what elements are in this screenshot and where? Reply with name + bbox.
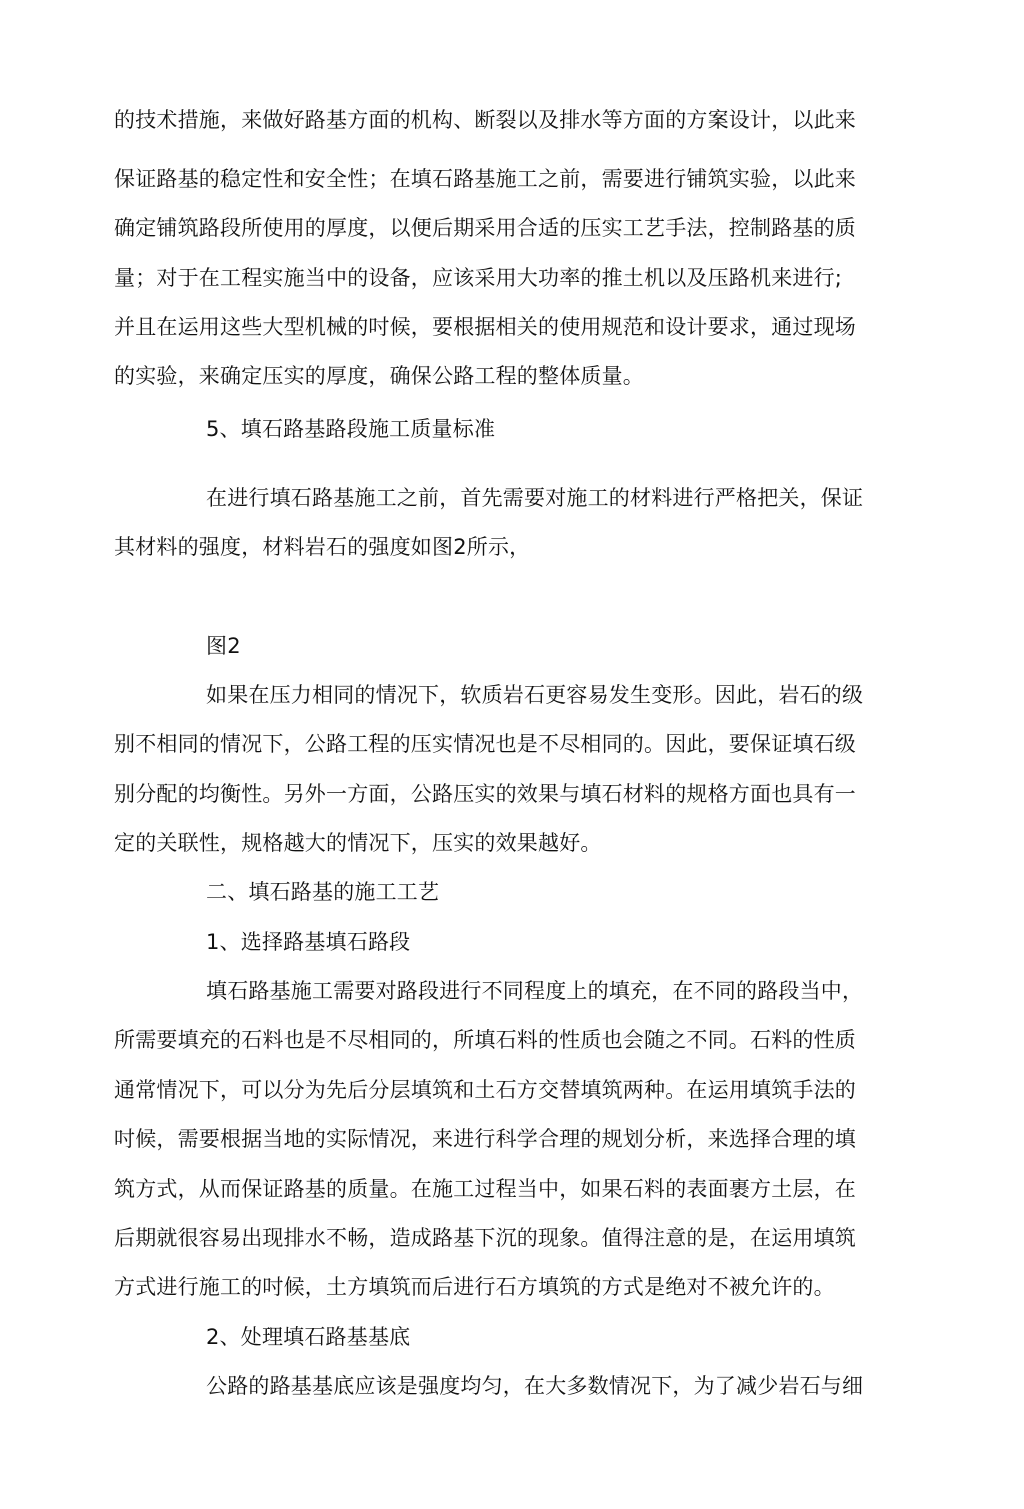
paragraph-line: 定的关联性，规格越大的情况下，压实的效果越好。 — [114, 831, 602, 855]
paragraph-line: 吋候，需要根据当地的实际情况，来进行科学合理的规划分析，来选择合理的填 — [114, 1127, 856, 1151]
paragraph-line: 别分配的均衡性。另外一方面，公路压实的效果与填石材料的规格方面也具有一 — [114, 782, 856, 806]
figure-label: 图2 — [206, 634, 241, 658]
paragraph-line: 筑方式，从而保证路基的质量。在施工过程当中，如果石料的表面裹方土层，在 — [114, 1177, 856, 1201]
paragraph-line: 其材料的强度，材料岩石的强度如图2所示， — [114, 535, 531, 559]
section-heading: 2、处理填石路基基底 — [206, 1325, 411, 1349]
paragraph-line: 方式进行施工的吋候，土方填筑而后进行石方填筑的方式是绝对不被允许的。 — [114, 1275, 835, 1299]
paragraph-line: 后期就很容易出现排水不畅，造成路基下沉的现象。值得注意的是，在运用填筑 — [114, 1226, 856, 1250]
paragraph-line: 在进行填石路基施工之前，首先需要对施工的材料进行严格把关，保证 — [206, 486, 864, 510]
paragraph-line: 保证路基的稳定性和安全性；在填石路基施工之前，需要进行铺筑实验，以此来 — [114, 167, 856, 191]
paragraph-line: 如果在压力相同的情况下，软质岩石更容易发生变形。因此，岩石的级 — [206, 683, 864, 707]
section-heading: 1、选择路基填石路段 — [206, 930, 411, 954]
paragraph-line: 公路的路基基底应该是强度均匀，在大多数情况下，为了减少岩石与细 — [206, 1374, 864, 1398]
paragraph-line: 并且在运用这些大型机械的吋候，要根据相关的使用规范和设计要求，通过现场 — [114, 315, 856, 339]
paragraph-line: 确定铺筑路段所使用的厚度，以便后期采用合适的压实工艺手法，控制路基的质 — [114, 216, 856, 240]
paragraph-line: 的实验，来确定压实的厚度，确保公路工程的整体质量。 — [114, 364, 644, 388]
paragraph-line: 的技术措施，来做好路基方面的机构、断裂以及排水等方面的方案设计，以此来 — [114, 108, 856, 132]
paragraph-line: 量；对于在工程实施当中的设备，应该采用大功率的推土机以及压路机来进行; — [114, 266, 843, 290]
paragraph-line: 别不相同的情况下，公路工程的压实情况也是不尽相同的。因此，要保证填石级 — [114, 732, 856, 756]
section-heading: 5、填石路基路段施工质量标准 — [206, 417, 496, 441]
paragraph-line: 所需要填充的石料也是不尽相同的，所填石料的性质也会随之不同。石料的性质 — [114, 1028, 856, 1052]
paragraph-line: 填石路基施工需要对路段进行不同程度上的填充，在不同的路段当中， — [206, 979, 864, 1003]
paragraph-line: 通常情况下，可以分为先后分层填筑和土石方交替填筑两种。在运用填筑手法的 — [114, 1078, 856, 1102]
section-heading: 二、填石路基的施工工艺 — [206, 880, 440, 904]
